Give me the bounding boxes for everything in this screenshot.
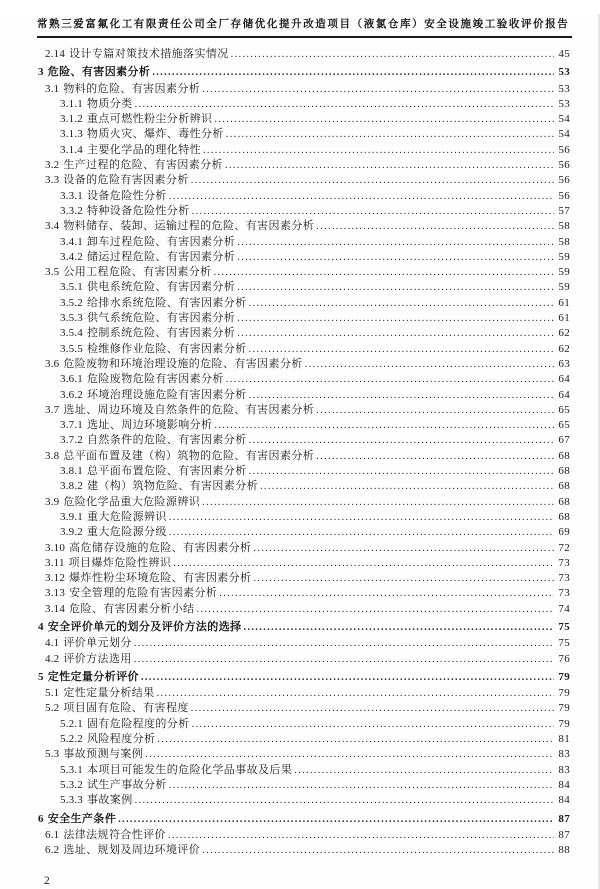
toc-entry-number: 3.13: [45, 587, 66, 600]
toc-entry-page: 54: [558, 128, 570, 141]
toc-entry-title: 储运过程危险、有害因素分析: [87, 250, 236, 263]
toc-entry: [37, 745, 570, 760]
toc-entry-title: 高危储存设施的危险、有害因素分析: [69, 541, 252, 554]
toc-entry-number: 3.7: [45, 403, 60, 416]
toc-entry-title: 事故案例: [87, 794, 133, 807]
toc-entry-page: 68: [558, 480, 570, 493]
toc-entry-page: 79: [558, 687, 570, 700]
toc-entry-number: 3.4.1: [60, 235, 83, 248]
toc-entry-title: 选址、周边环境影响分析: [87, 419, 213, 432]
toc-entry-title: 卸车过程危险、有害因素分析: [87, 235, 236, 248]
toc-entry-number: 3.12: [45, 572, 66, 585]
toc-entry-page: 87: [558, 828, 570, 841]
toc-entry: [37, 263, 570, 278]
toc-entry-page: 68: [558, 495, 570, 508]
toc-dot-leader: [316, 404, 554, 417]
toc-entry-title: 选址、周边环境及自然条件的危险、有害因素分析: [63, 403, 315, 416]
toc-entry-page: 58: [558, 235, 570, 248]
toc-entry-number: 3.6.2: [60, 388, 83, 401]
toc-entry-number: 5: [38, 670, 44, 683]
toc-entry-page: 65: [558, 403, 570, 416]
toc-entry-page: 79: [558, 717, 570, 730]
toc-dot-leader: [152, 66, 554, 79]
toc-entry-number: 3.1.3: [60, 128, 83, 141]
toc-dot-leader: [169, 511, 554, 524]
toc-entry: [37, 569, 570, 584]
toc-entry-title: 控制系统危险、有害因素分析: [87, 327, 236, 340]
toc-entry-number: 3.4.2: [60, 250, 83, 263]
toc-entry-number: 6.1: [45, 828, 60, 841]
toc-dot-leader: [219, 587, 554, 600]
toc-entry: [37, 125, 570, 140]
toc-entry-number: 3.6.1: [60, 373, 83, 386]
toc-entry-number: 3.1.1: [60, 97, 83, 110]
toc-entry-title: 法律法规符合性评价: [63, 828, 166, 841]
toc-entry-title: 评价方法选用: [63, 652, 132, 665]
toc-entry: [37, 730, 570, 745]
toc-entry-number: 2.14: [45, 48, 66, 60]
toc-entry-title: 固有危险程度的分析: [87, 717, 190, 730]
toc-entry-page: 53: [558, 82, 570, 95]
toc-entry: [37, 217, 570, 232]
toc-entry-number: 3.5.3: [60, 312, 83, 325]
toc-entry-number: 5.3: [45, 748, 60, 761]
toc-dot-leader: [237, 251, 554, 264]
toc-dot-leader: [226, 373, 554, 386]
toc-entry-page: 72: [558, 541, 570, 554]
toc-entry-page: 84: [558, 778, 570, 791]
toc-entry-title: 爆炸性粉尘环境危险、有害因素分析: [69, 572, 252, 585]
toc-entry: [37, 141, 570, 156]
toc-dot-leader: [253, 572, 554, 585]
toc-entry: [37, 791, 570, 806]
toc-dot-leader: [249, 389, 554, 402]
toc-entry-number: 3.5.2: [60, 296, 83, 309]
toc-entry: [37, 233, 570, 248]
toc-entry-page: 84: [558, 794, 570, 807]
toc-entry-number: 3.10: [45, 541, 66, 554]
toc-entry: [37, 370, 570, 385]
toc-entry: [37, 110, 570, 125]
toc-entry-number: 3.3.2: [60, 204, 83, 217]
toc-entry-title: 重大危险源分级: [87, 526, 167, 539]
running-head-title: 常熟三爱富氟化工有限责任公司全厂存储优化提升改造项目（液氯仓库）安全设施竣工验收评价报告: [37, 19, 570, 30]
toc-entry: [37, 324, 570, 339]
toc-entry: [37, 156, 570, 171]
toc-entry-title: 总平面布置及建（构）筑物的危险、有害因素分析: [63, 449, 315, 462]
toc-entry: [37, 340, 570, 355]
toc-dot-leader: [202, 83, 554, 96]
toc-entry-title: 事故预测与案例: [63, 748, 144, 761]
toc-entry-title: 安全生产条件: [47, 812, 117, 825]
toc-entry-title: 定性定量分析结果: [63, 687, 155, 700]
toc-entry: [37, 810, 570, 825]
toc-entry-page: 75: [558, 620, 570, 633]
toc-entry-number: 3.5.5: [60, 342, 83, 355]
toc-entry-page: 74: [558, 602, 570, 615]
toc-entry-page: 56: [558, 159, 570, 172]
page-footer: [44, 875, 50, 887]
toc-entry: [37, 554, 570, 569]
toc-dot-leader: [260, 480, 554, 493]
page-header: [37, 14, 572, 38]
toc-entry-number: 3.9.1: [60, 510, 83, 523]
toc-entry: [37, 386, 570, 401]
toc-dot-leader: [316, 220, 554, 233]
toc-entry-title: 重点可燃性粉尘分析辨识: [87, 113, 213, 126]
toc-entry-title: 安全管理的危险有害因素分析: [69, 587, 218, 600]
toc-entry-page: 62: [558, 327, 570, 340]
toc-entry-number: 3: [38, 66, 44, 79]
toc-dot-leader: [244, 621, 554, 634]
toc-entry-title: 主要化学品的理化特性: [87, 143, 201, 156]
toc-entry: [37, 618, 570, 633]
toc-entry-title: 本项目可能发生的危险化学品事故及后果: [87, 763, 293, 776]
toc-dot-leader: [214, 419, 554, 432]
toc-dot-leader: [135, 98, 554, 111]
page-number: 2: [44, 875, 50, 887]
toc-entry: [37, 584, 570, 599]
toc-entry: [37, 187, 570, 202]
toc-entry-page: 83: [558, 763, 570, 776]
toc-dot-leader: [191, 702, 554, 715]
toc-entry: [37, 462, 570, 477]
toc-entry-number: 3.8.2: [60, 480, 83, 493]
toc-dot-leader: [169, 190, 554, 203]
toc-entry-title: 定性定量分析评价: [47, 670, 139, 683]
toc-entry: [37, 248, 570, 263]
toc-entry-title: 给排水系统危险、有害因素分析: [87, 296, 247, 309]
toc-entry: [37, 523, 570, 538]
toc-entry: [37, 431, 570, 446]
toc-entry-number: 3.14: [45, 602, 66, 615]
toc-dot-leader: [192, 205, 554, 218]
toc-dot-leader: [191, 174, 554, 187]
toc-entry: [37, 761, 570, 776]
toc-entry-title: 总平面布置危险、有害因素分析: [87, 465, 247, 478]
toc-dot-leader: [141, 671, 554, 684]
toc-entry: [37, 45, 570, 60]
toc-entry-page: 88: [558, 844, 570, 857]
toc-dot-leader: [249, 465, 554, 478]
toc-entry-number: 3.5.4: [60, 327, 83, 340]
toc-entry: [37, 95, 570, 110]
toc-entry: [37, 508, 570, 523]
toc-entry-number: 3.5.1: [60, 281, 83, 294]
toc-dot-leader: [231, 48, 554, 61]
toc-dot-leader: [118, 813, 554, 826]
toc-entry: [37, 63, 570, 78]
toc-entry-number: 3.2: [45, 159, 60, 172]
toc-entry-title: 重大危险源辨识: [87, 510, 167, 523]
toc-entry-number: 3.8: [45, 449, 60, 462]
toc-entry-number: 4.1: [45, 637, 60, 650]
toc-entry-page: 75: [558, 637, 570, 650]
toc-dot-leader: [196, 603, 554, 616]
toc-dot-leader: [145, 748, 554, 761]
toc-entry-title: 物料储存、装卸、运输过程的危险、有害因素分析: [63, 220, 315, 233]
toc-entry-title: 试生产事故分析: [87, 778, 167, 791]
toc-entry-page: 73: [558, 572, 570, 585]
toc-entry-title: 物料的危险、有害因素分析: [63, 82, 201, 95]
toc-entry-number: 6: [38, 812, 44, 825]
toc-entry-title: 供电系统危险、有害因素分析: [87, 281, 236, 294]
toc-entry: [37, 416, 570, 431]
toc-entry-page: 64: [558, 373, 570, 386]
toc-entry-number: 3.6: [45, 357, 60, 370]
toc-dot-leader: [168, 829, 554, 842]
toc-dot-leader: [202, 496, 554, 509]
toc-entry-number: 3.1: [45, 82, 60, 95]
toc-entry: [37, 776, 570, 791]
toc-entry-number: 5.1: [45, 687, 60, 700]
toc-entry-page: 61: [558, 296, 570, 309]
toc-entry-number: 3.9: [45, 495, 60, 508]
toc-entry-page: 65: [558, 419, 570, 432]
toc-entry: [37, 309, 570, 324]
toc-dot-leader: [237, 281, 554, 294]
toc-entry-page: 61: [558, 312, 570, 325]
toc-entry-page: 76: [558, 652, 570, 665]
toc-entry: [37, 202, 570, 217]
toc-dot-leader: [249, 297, 554, 310]
toc-entry: [37, 715, 570, 730]
toc-entry: [37, 294, 570, 309]
toc-entry-number: 5.2: [45, 702, 60, 715]
toc-entry-number: 4.2: [45, 652, 60, 665]
toc-entry-page: 59: [558, 250, 570, 263]
toc-entry-number: 3.7.1: [60, 419, 83, 432]
toc-dot-leader: [249, 343, 554, 356]
toc-entry-page: 79: [558, 702, 570, 715]
toc-entry-number: 3.9.2: [60, 526, 83, 539]
toc-dot-leader: [214, 113, 554, 126]
toc-dot-leader: [173, 557, 554, 570]
toc-dot-leader: [253, 542, 554, 555]
toc-entry-number: 6.2: [45, 844, 60, 857]
toc-entry-page: 73: [558, 556, 570, 569]
toc-entry-page: 83: [558, 748, 570, 761]
toc-entry-number: 3.8.1: [60, 465, 83, 478]
toc-entry: [37, 171, 570, 186]
toc-entry-number: 3.3.1: [60, 189, 83, 202]
toc-entry: [37, 477, 570, 492]
toc-entry-page: 53: [558, 97, 570, 110]
toc-dot-leader: [249, 434, 554, 447]
toc-entry-title: 生产过程的危险、有害因素分析: [63, 159, 223, 172]
toc-entry: [37, 278, 570, 293]
toc-entry-number: 3.5: [45, 266, 60, 279]
toc-dot-leader: [203, 144, 554, 157]
toc-entry: [37, 539, 570, 554]
toc-entry-page: 62: [558, 342, 570, 355]
toc-dot-leader: [225, 159, 554, 172]
toc-entry: [37, 668, 570, 683]
toc-entry-title: 评价单元划分: [63, 637, 132, 650]
toc-entry-number: 3.4: [45, 220, 60, 233]
toc-entry-title: 设备危险性分析: [87, 189, 167, 202]
toc-entry-page: 68: [558, 510, 570, 523]
toc-dot-leader: [237, 312, 554, 325]
toc-dot-leader: [192, 718, 554, 731]
toc-entry-number: 3.1.2: [60, 113, 83, 126]
toc-entry: [37, 841, 570, 856]
toc-dot-leader: [157, 687, 554, 700]
toc-dot-leader: [134, 637, 554, 650]
toc-dot-leader: [157, 733, 554, 746]
toc-dot-leader: [214, 266, 554, 279]
toc-entry-title: 危险、有害因素分析: [47, 66, 151, 79]
toc-entry: [37, 80, 570, 95]
toc-dot-leader: [169, 526, 554, 539]
toc-entry-title: 物质分类: [87, 97, 133, 110]
toc-entry-page: 87: [558, 812, 570, 825]
toc-entry-page: 79: [558, 670, 570, 683]
toc-entry-title: 环境治理设施危险有害因素分析: [87, 388, 247, 401]
toc-entry-number: 5.3.1: [60, 763, 83, 776]
toc-entry-title: 物质火灾、爆炸、毒性分析: [87, 128, 224, 141]
toc-entry-page: 68: [558, 449, 570, 462]
toc-entry-page: 81: [558, 733, 570, 746]
toc-entry-page: 59: [558, 266, 570, 279]
toc-entry-page: 59: [558, 281, 570, 294]
toc-entry-page: 56: [558, 143, 570, 156]
toc-entry-number: 5.3.2: [60, 778, 83, 791]
toc-entry-title: 检维修作业危险、有害因素分析: [87, 342, 247, 355]
toc-entry-number: 3.11: [45, 556, 65, 569]
toc-entry-title: 选址、规划及周边环境评价: [63, 844, 201, 857]
toc-entry-title: 危险化学品重大危险源辨识: [63, 495, 201, 508]
toc-entry-number: 5.2.1: [60, 717, 83, 730]
toc-entry-title: 建（构）筑物危险、有害因素分析: [87, 480, 258, 493]
toc-entry-title: 自然条件的危险、有害因素分析: [87, 434, 247, 447]
toc-entry-title: 危险、有害因素分析小结: [69, 602, 195, 615]
toc-entry: [37, 447, 570, 462]
toc-entry-page: 69: [558, 526, 570, 539]
toc-entry-page: 57: [558, 204, 570, 217]
toc-dot-leader: [237, 327, 554, 340]
toc-entry: [37, 684, 570, 699]
toc-entry-page: 68: [558, 465, 570, 478]
toc-entry-title: 特种设备危险性分析: [87, 204, 190, 217]
toc-entry-title: 项目固有危险、有害程度: [63, 702, 189, 715]
toc-entry-title: 项目爆炸危险性辨识: [68, 556, 172, 569]
toc-entry-page: 56: [558, 189, 570, 202]
toc-entry: [37, 650, 570, 665]
toc-entry-page: 64: [558, 388, 570, 401]
toc-entry: [37, 401, 570, 416]
toc-entry-number: 4: [38, 620, 44, 633]
toc-list: [37, 45, 570, 856]
toc-entry-number: 3.3: [45, 174, 60, 187]
toc-entry-number: 5.3.3: [60, 794, 83, 807]
toc-entry-title: 公用工程危险、有害因素分析: [63, 266, 212, 279]
toc-entry-page: 67: [558, 434, 570, 447]
toc-entry-number: 3.7.2: [60, 434, 83, 447]
toc-entry-title: 安全评价单元的划分及评价方法的选择: [47, 620, 242, 633]
toc-dot-leader: [316, 450, 554, 463]
toc-entry-page: 56: [558, 174, 570, 187]
toc-entry-number: 3.1.4: [60, 143, 83, 156]
toc-entry-page: 45: [558, 48, 570, 60]
document-page: [0, 14, 600, 889]
toc-entry-title: 危险废物和环境治理设施的危险、有害因素分析: [63, 357, 303, 370]
toc-entry-page: 63: [558, 357, 570, 370]
toc-entry-page: 58: [558, 220, 570, 233]
toc-entry-page: 53: [558, 66, 570, 79]
toc-dot-leader: [294, 764, 554, 777]
toc-dot-leader: [169, 779, 554, 792]
toc-entry-title: 风险程度分析: [87, 733, 156, 746]
toc-dot-leader: [226, 128, 554, 141]
toc-dot-leader: [305, 358, 554, 371]
toc-entry: [37, 699, 570, 714]
toc-dot-leader: [134, 653, 554, 666]
toc-entry: [37, 355, 570, 370]
toc-entry: [37, 493, 570, 508]
toc-entry: [37, 600, 570, 615]
toc-dot-leader: [202, 844, 554, 857]
toc-entry-title: 危险废物危险有害因素分析: [87, 373, 224, 386]
toc-dot-leader: [237, 236, 554, 249]
toc-entry-title: 设计专篇对策技术措施落实情况: [69, 48, 229, 60]
toc-entry-page: 54: [558, 113, 570, 126]
toc-dot-leader: [135, 794, 554, 807]
toc-entry-title: 供气系统危险、有害因素分析: [87, 312, 236, 325]
toc-entry-number: 5.2.2: [60, 733, 83, 746]
toc-entry-title: 设备的危险有害因素分析: [63, 174, 189, 187]
toc-entry: [37, 826, 570, 841]
toc-entry-page: 73: [558, 587, 570, 600]
toc-entry: [37, 634, 570, 649]
